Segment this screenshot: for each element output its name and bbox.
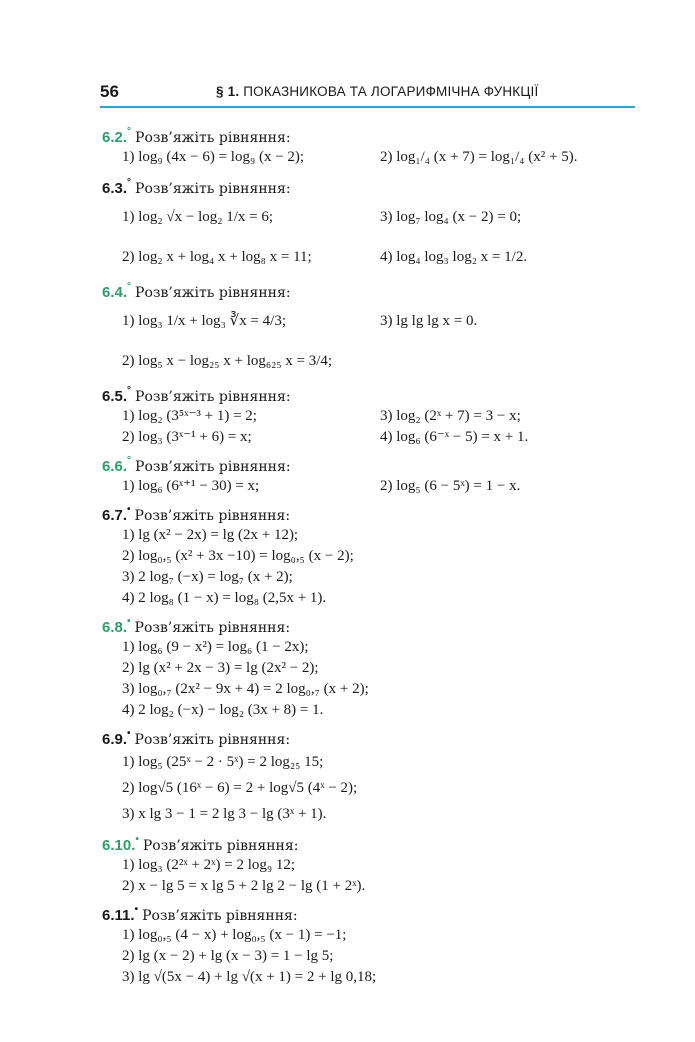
exercise-title: Розв’яжіть рівняння: <box>142 838 299 854</box>
exercise-heading <box>102 383 642 407</box>
equation-row <box>102 303 642 343</box>
exercise-number: 6.3.° <box>102 177 132 197</box>
equation-row <box>102 526 642 547</box>
exercise-heading <box>102 614 642 638</box>
page-number: 56 <box>100 82 119 101</box>
exercise-list <box>102 124 642 989</box>
equation-row <box>102 701 642 722</box>
exercise-title: Розв’яжіть рівняння: <box>134 620 291 636</box>
section-title <box>216 84 538 99</box>
equation: 1) log₉ (4x − 6) = log₉ (x − 2); <box>122 149 305 165</box>
exercise-number: 6.2.° <box>102 126 132 146</box>
equation: 2) log₅ (6 − 5ˣ) = 1 − x. <box>380 478 521 494</box>
equation: 3) x lg 3 − 1 = 2 lg 3 − lg (3ˣ + 1). <box>122 806 327 822</box>
equation-row <box>102 856 642 877</box>
equation-row <box>102 547 642 568</box>
equation-row <box>102 802 642 828</box>
equation: 2) log₂ x + log₄ x + log₈ x = 11; <box>122 249 312 265</box>
equation: 2) log₁/₄ (x + 7) = log₁/₄ (x² + 5). <box>380 149 578 165</box>
equation-row <box>102 428 642 449</box>
exercise-title: Розв’яжіть рівняння: <box>135 285 291 301</box>
exercise-heading <box>102 124 642 148</box>
exercise-number: 6.8.• <box>102 616 131 636</box>
equation-row <box>102 968 642 989</box>
equation-row <box>102 947 642 968</box>
equation: 1) log₂ (3⁵ˣ⁻³ + 1) = 2; <box>122 408 257 424</box>
equation: 3) lg √(5x − 4) + lg √(x + 1) = 2 + lg 0,18; <box>122 969 377 985</box>
header-rule <box>100 106 635 108</box>
exercise-number: 6.6.° <box>102 455 132 475</box>
exercise-heading <box>102 902 642 926</box>
equation-row <box>102 877 642 898</box>
exercise-title: Розв’яжіть рівняння: <box>135 389 291 405</box>
equation-row <box>102 477 642 498</box>
exercise-number: 6.7.• <box>102 504 131 524</box>
equation: 4) log₆ (6⁻ˣ − 5) = x + 1. <box>380 429 529 445</box>
equation: 3) lg lg lg x = 0. <box>380 313 478 329</box>
equation: 1) log₆ (9 − x²) = log₆ (1 − 2x); <box>122 639 309 655</box>
equation: 4) 2 log₂ (−x) − log₂ (3x + 8) = 1. <box>122 702 324 718</box>
equation: 2) lg (x − 2) + lg (x − 3) = 1 − lg 5; <box>122 948 334 964</box>
exercise-title: Розв’яжіть рівняння: <box>142 908 298 924</box>
equation: 1) lg (x² − 2x) = lg (2x + 12); <box>122 527 299 543</box>
page-header <box>100 80 635 106</box>
equation-row <box>102 589 642 610</box>
equation: 3) log₇ log₄ (x − 2) = 0; <box>380 209 522 225</box>
equation-row <box>102 199 642 239</box>
equation-row <box>102 776 642 802</box>
equation: 1) log₃ 1/x + log₃ ∛x = 4/3; <box>122 313 287 329</box>
equation: 2) log√5 (16ˣ − 6) = 2 + log√5 (4ˣ − 2); <box>122 780 358 796</box>
section-mark: § 1. <box>216 84 240 99</box>
exercise-number: 6.11.• <box>102 904 139 924</box>
exercise-heading <box>102 175 642 199</box>
exercise-title: Розв’яжіть рівняння: <box>134 508 291 524</box>
equation-row <box>102 239 642 279</box>
equation-row <box>102 568 642 589</box>
equation-row <box>102 638 642 659</box>
equation-row <box>102 343 642 383</box>
exercise-title: Розв’яжіть рівняння: <box>135 130 291 146</box>
exercise-heading <box>102 726 642 750</box>
equation: 3) log₂ (2ˣ + 7) = 3 − x; <box>380 408 521 424</box>
exercise-number: 6.9.• <box>102 728 131 748</box>
equation-row <box>102 407 642 428</box>
exercise-heading <box>102 502 642 526</box>
equation-row <box>102 750 642 776</box>
equation: 2) lg (x² + 2x − 3) = lg (2x² − 2); <box>122 660 319 676</box>
equation: 2) log₀,₅ (x² + 3x −10) = log₀,₅ (x − 2); <box>122 548 354 564</box>
equation: 4) 2 log₈ (1 − x) = log₈ (2,5x + 1). <box>122 590 327 606</box>
equation: 1) log₀,₅ (4 − x) + log₀,₅ (x − 1) = −1; <box>122 927 347 943</box>
equation: 3) 2 log₇ (−x) = log₇ (x + 2); <box>122 569 293 585</box>
equation: 1) log₂ √x − log₂ 1/x = 6; <box>122 209 274 225</box>
equation: 1) log₅ (25ˣ − 2 · 5ˣ) = 2 log₂₅ 15; <box>122 754 324 770</box>
equation: 1) log₃ (2²ˣ + 2ˣ) = 2 log₉ 12; <box>122 857 296 873</box>
equation: 2) log₅ x − log₂₅ x + log₆₂₅ x = 3/4; <box>122 353 333 369</box>
equation-row <box>102 148 642 169</box>
exercise-number: 6.10.• <box>102 834 139 854</box>
equation: 3) log₀,₇ (2x² − 9x + 4) = 2 log₀,₇ (x + 2); <box>122 681 369 697</box>
exercise-number: 6.5.° <box>102 385 132 405</box>
exercise-heading <box>102 453 642 477</box>
exercise-title: Розв’яжіть рівняння: <box>134 732 291 748</box>
exercise-heading <box>102 832 642 856</box>
equation: 4) log₄ log₃ log₂ x = 1/2. <box>380 249 528 265</box>
equation: 2) x − lg 5 = x lg 5 + 2 lg 2 − lg (1 + 2ˣ). <box>122 878 366 894</box>
exercise-title: Розв’яжіть рівняння: <box>135 181 291 197</box>
equation: 1) log₆ (6ˣ⁺¹ − 30) = x; <box>122 478 260 494</box>
equation-row <box>102 926 642 947</box>
exercise-number: 6.4.° <box>102 281 132 301</box>
section-title-text: ПОКАЗНИКОВА ТА ЛОГАРИФМІЧНА ФУНКЦІЇ <box>243 84 539 99</box>
equation-row <box>102 659 642 680</box>
equation-row <box>102 680 642 701</box>
exercise-title: Розв’яжіть рівняння: <box>135 459 291 475</box>
exercise-heading <box>102 279 642 303</box>
equation: 2) log₃ (3ˣ⁻¹ + 6) = x; <box>122 429 252 445</box>
